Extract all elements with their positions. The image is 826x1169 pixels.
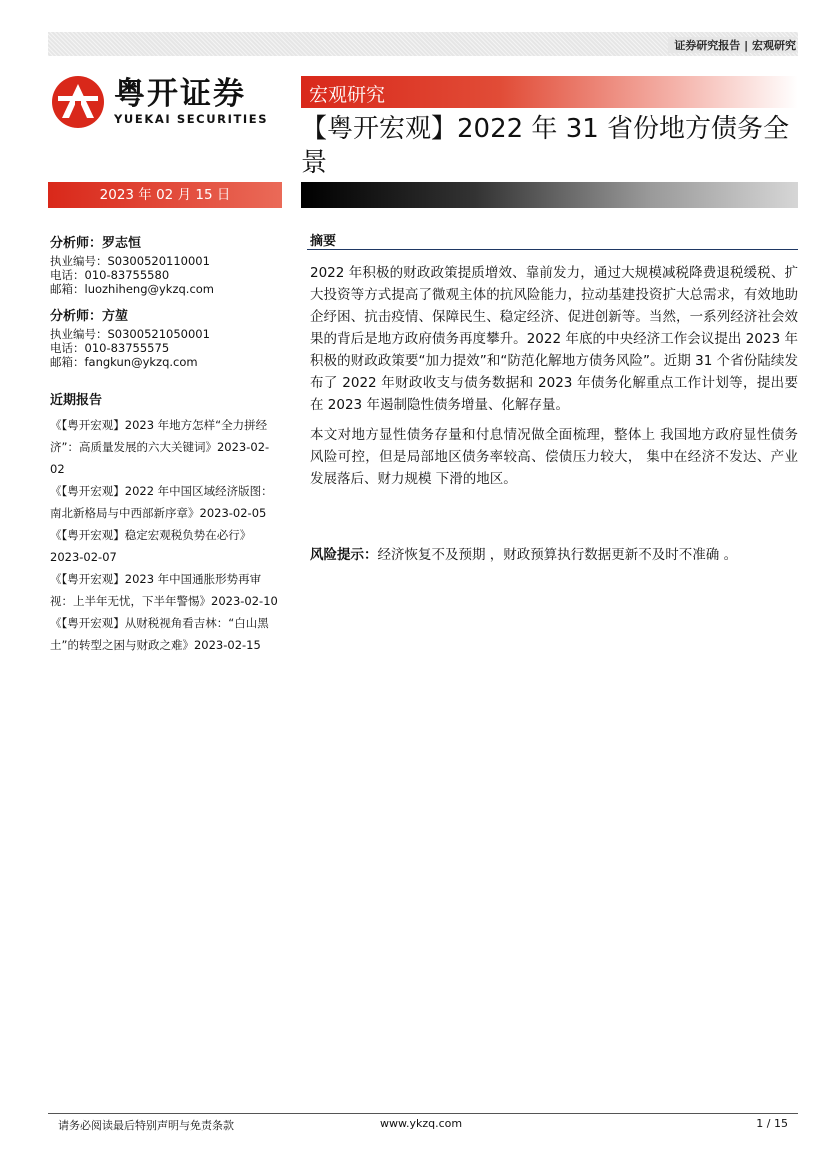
footer-disclaimer[interactable]: 请务必阅读最后特别声明与免责条款 bbox=[58, 1119, 234, 1132]
analyst-email: 邮箱：luozhiheng@ykzq.com bbox=[50, 282, 215, 296]
report-title: 【粤开宏观】2022 年 31 省份地方债务全景 bbox=[301, 114, 790, 178]
decorative-gradient-bar bbox=[301, 182, 798, 208]
recent-report-item[interactable]: 《【粤开宏观】2023 年中国通胀形势再审视：上半年无忧，下半年警惕》2023-02-10 bbox=[50, 572, 278, 608]
analyst-license: 执业编号：S0300520110001 bbox=[50, 254, 210, 268]
report-date: 2023 年 02 月 15 日 bbox=[48, 182, 282, 208]
analyst-phone: 电话：010-83755580 bbox=[50, 268, 170, 282]
risk-text: 经济恢复不及预期 ，财政预算执行数据更新不及时不准确 。 bbox=[377, 547, 738, 563]
recent-report-item[interactable]: 《【粤开宏观】2022 年中国区域经济版图：南北新格局与中西部新序章》2023-02-05 bbox=[50, 484, 273, 520]
summary-body bbox=[310, 262, 798, 498]
analyst-email: 邮箱：fangkun@ykzq.com bbox=[50, 355, 198, 369]
summary-paragraph: 本文对地方显性债务存量和付息情况做全面梳理，整体上 我国地方政府显性债务风险可控，但是局部地区债务率较高、偿债压力较大， 集中在经济不发达、产业发展落后、财力规模 下滑的地区。 bbox=[310, 427, 798, 487]
analyst-phone: 电话：010-83755575 bbox=[50, 341, 170, 355]
report-type-label: 证券研究报告 | 宏观研究 bbox=[668, 37, 796, 53]
company-logo bbox=[50, 74, 282, 130]
logo-english-name: YUEKAI SECURITIES bbox=[114, 112, 269, 126]
analyst-block bbox=[50, 237, 214, 296]
category-label: 宏观研究 bbox=[309, 84, 386, 106]
page-number: 1 / 15 bbox=[756, 1117, 788, 1130]
analyst-name: 分析师：方堃 bbox=[50, 309, 129, 324]
recent-report-item[interactable]: 《【粤开宏观】稳定宏观税负势在必行》2023-02-07 bbox=[50, 528, 252, 564]
summary-paragraph: 2022 年积极的财政政策提质增效、靠前发力，通过大规模减税降费退税缓税、扩大投资等方式提高了微观主体的抗风险能力，拉动基建投资扩大总需求，有效地助企纾困、抗击疫情、保障民生、稳定经济、促进创新等。当然，一系列经济社会效果的背后是地方政府债务再度攀升。2022 年底的中央经济工作会议提出 2023 年积极的财政政策要“加力提效”和“防范化解地方债务风险”。近期 31 个省份陆续发布了 2022 年财政收支与债务数据和 2023 年债务化解重点工作计划等，提出要在 2023 年遏制隐性债务增量、化解存量。 bbox=[310, 265, 798, 413]
risk-label: 风险提示： bbox=[310, 547, 378, 563]
analyst-name: 分析师：罗志恒 bbox=[50, 236, 142, 251]
summary-divider bbox=[307, 249, 798, 250]
summary-heading: 摘要 bbox=[310, 234, 337, 249]
footer-divider bbox=[48, 1113, 798, 1114]
recent-report-item[interactable]: 《【粤开宏观】从财税视角看吉林：“白山黑土”的转型之困与财政之难》2023-02-15 bbox=[50, 616, 269, 652]
recent-reports-title: 近期报告 bbox=[50, 393, 103, 408]
recent-reports bbox=[50, 389, 282, 656]
analyst-license: 执业编号：S0300521050001 bbox=[50, 327, 210, 341]
logo-chinese-name: 粤开证券 bbox=[114, 76, 246, 112]
risk-warning bbox=[310, 544, 798, 566]
analyst-block bbox=[50, 310, 210, 369]
header-band bbox=[48, 32, 798, 56]
footer-website-link[interactable]: www.ykzq.com bbox=[380, 1117, 463, 1130]
category-banner bbox=[301, 76, 798, 108]
yuekai-logo-icon bbox=[50, 74, 106, 130]
recent-report-item[interactable]: 《【粤开宏观】2023 年地方怎样“全力拼经济”：高质量发展的六大关键词》2023-02-02 bbox=[50, 418, 270, 476]
